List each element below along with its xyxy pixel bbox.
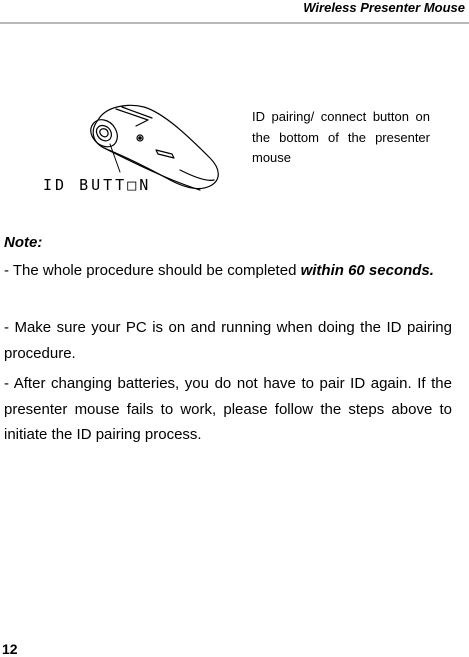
note-paragraph-pc-on: - Make sure your PC is on and running when doing the ID pairing procedure. — [4, 319, 452, 362]
page-number: 12 — [2, 641, 18, 657]
note-heading: Note: — [4, 234, 43, 251]
note-paragraph-batteries: - After changing batteries, you do not have to pair ID again. If the presenter mouse fails to work, please follow the steps above to initiate the ID pairing process. — [4, 375, 452, 443]
note-paragraph-time-limit — [4, 258, 452, 284]
figure-caption: ID pairing/ connect button on the bottom of the presenter mouse — [252, 109, 430, 165]
note-time-limit-emphasis: within 60 seconds. — [300, 262, 434, 279]
note-time-limit-text: - The whole procedure should be completed — [4, 262, 301, 279]
id-button-label: ID BUTT□N — [43, 176, 152, 194]
header-divider — [0, 22, 469, 24]
header-title: Wireless Presenter Mouse — [303, 0, 465, 15]
